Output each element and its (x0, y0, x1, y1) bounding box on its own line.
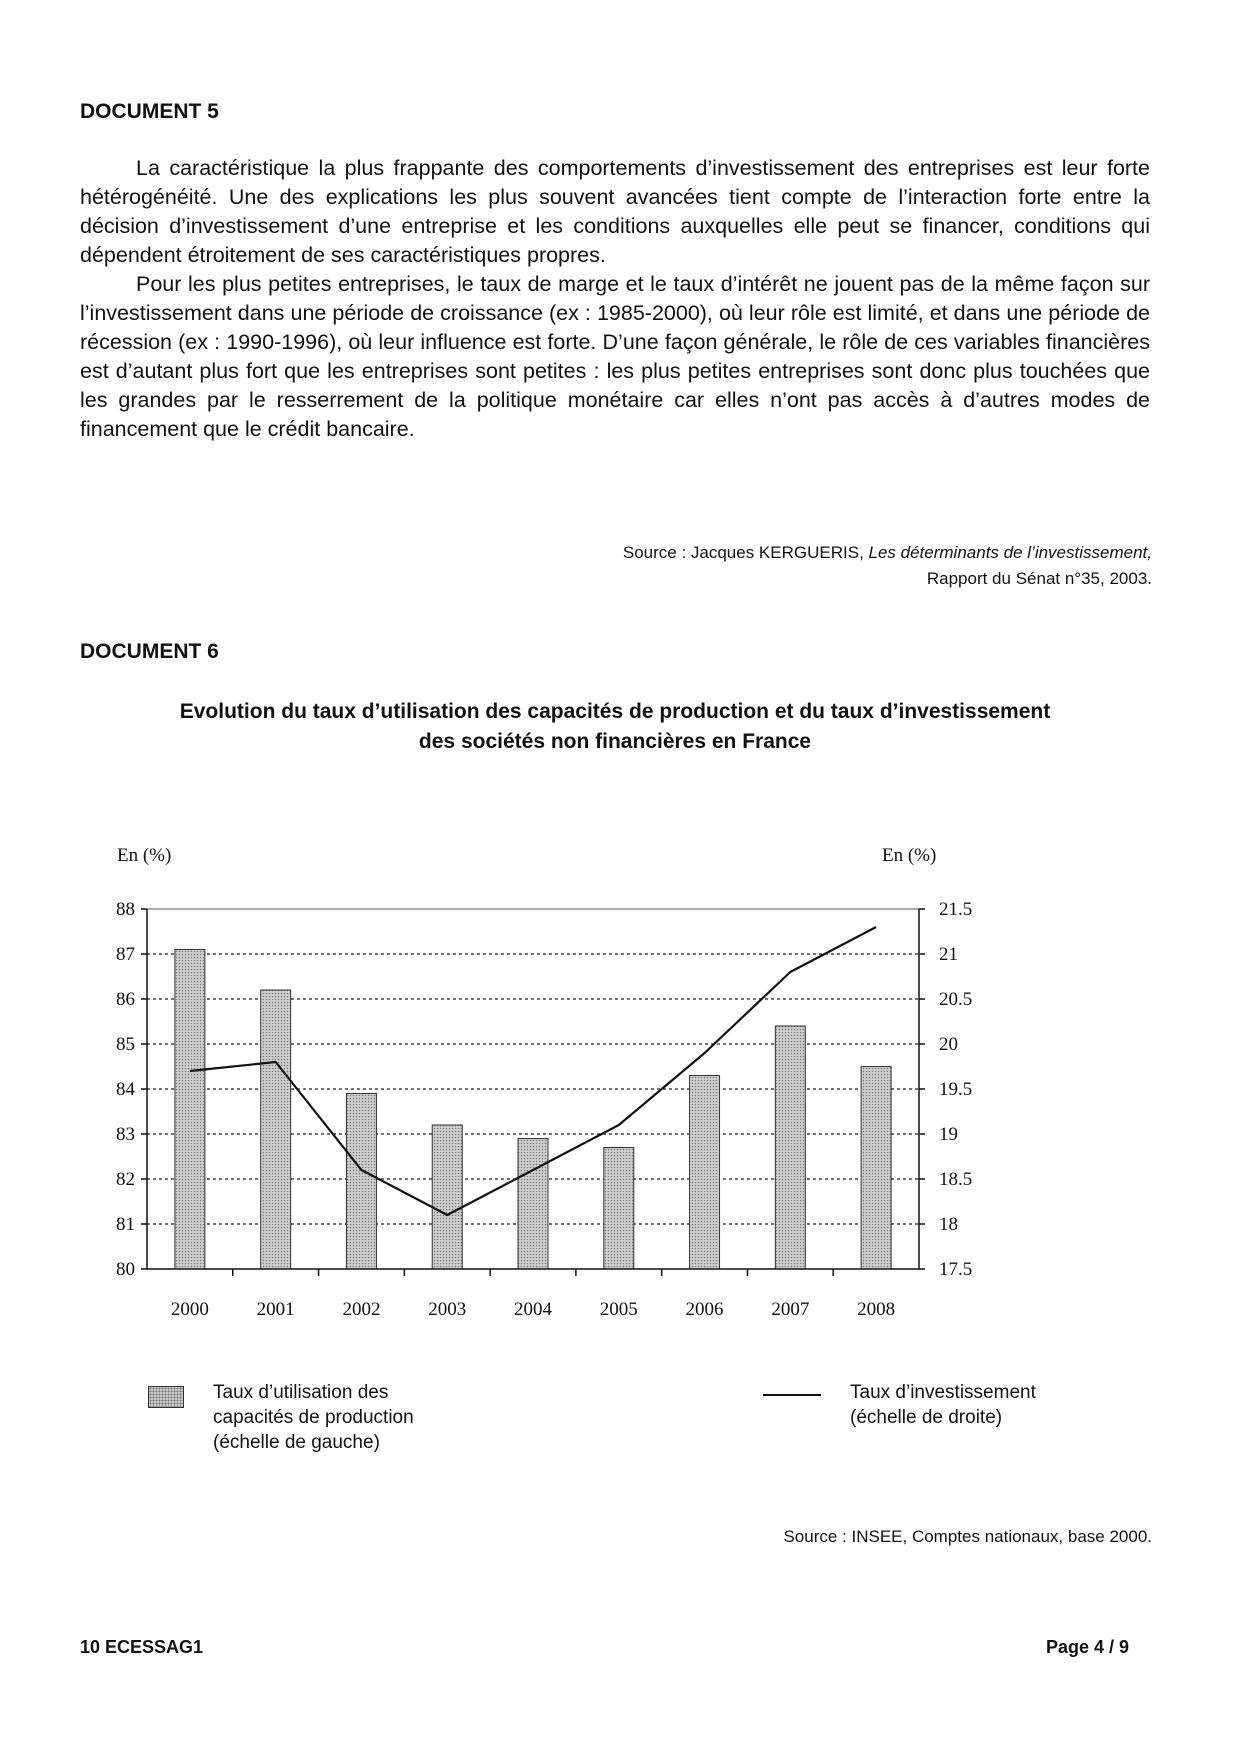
right-tick-label: 21.5 (939, 899, 973, 920)
chart-svg (100, 845, 1020, 1315)
legend-bar-text (213, 1380, 414, 1455)
right-axis-unit: En (%) (882, 845, 937, 866)
right-tick-label: 20.5 (939, 989, 973, 1010)
right-tick-label: 21 (939, 944, 958, 965)
bar (604, 1148, 634, 1270)
left-tick-label: 88 (116, 899, 135, 920)
paragraph-2: Pour les plus petites entreprises, le taux de marge et le taux d’intérêt ne jouent pas de la même façon sur l’investissement dans une période de croissance (ex : 1985-2000), où leur rôle est limité, et dans une période de récession (ex : 1990-1996), où leur influence est forte. D’une façon générale, le rôle de ces variables financières est d’autant plus fort que les entreprises sont petites : les plus petites entreprises sont donc plus touchées que les grandes par le resserrement de la politique monétaire car elles n’ont pas accès à d’autres modes de financement que le crédit bancaire. (80, 272, 1150, 441)
document-6-heading: DOCUMENT 6 (80, 640, 219, 663)
legend-bar-line-1: Taux d’utilisation des (213, 1382, 389, 1403)
legend-bar-line-2: capacités de production (213, 1407, 414, 1428)
source-line-2: Rapport du Sénat n°35, 2003. (926, 569, 1152, 588)
left-tick-label: 81 (116, 1214, 135, 1235)
right-tick-label: 20 (939, 1034, 958, 1055)
footer-code: 10 ECESSAG1 (80, 1637, 204, 1657)
document-5-text (80, 154, 1150, 444)
footer-page-number: Page 4 / 9 (1045, 1637, 1129, 1657)
right-tick-label: 18 (939, 1214, 958, 1235)
source-prefix: Source : Jacques KERGUERIS, (622, 543, 869, 562)
x-tick-label: 2002 (342, 1299, 381, 1315)
left-tick-label: 85 (116, 1034, 135, 1055)
x-tick-label: 2003 (428, 1299, 467, 1315)
left-tick-label: 86 (116, 989, 135, 1010)
x-tick-label: 2000 (170, 1299, 209, 1315)
legend-line-text (850, 1380, 1036, 1430)
chart-title (80, 697, 1150, 757)
document-5-heading: DOCUMENT 5 (80, 100, 219, 123)
bar (690, 1076, 720, 1270)
left-tick-label: 82 (116, 1169, 135, 1190)
left-axis-unit: En (%) (117, 845, 172, 866)
left-tick-label: 83 (116, 1124, 135, 1145)
source-title: Les déterminants de l’investissement, (868, 543, 1152, 562)
right-tick-label: 18.5 (939, 1169, 973, 1190)
bar (775, 1026, 805, 1269)
legend-bar-swatch (148, 1386, 184, 1408)
x-tick-label: 2001 (256, 1299, 295, 1315)
legend-bar-line-3: (échelle de gauche) (213, 1432, 380, 1453)
right-tick-label: 17.5 (939, 1259, 973, 1280)
bar (346, 1094, 376, 1270)
legend-line-line-2: (échelle de droite) (850, 1407, 1003, 1428)
chart-title-line-1: Evolution du taux d’utilisation des capacités de production et du taux d’investissement (179, 700, 1051, 723)
bar (518, 1139, 548, 1270)
bar (432, 1125, 462, 1269)
legend-line-line-1: Taux d’investissement (850, 1382, 1036, 1403)
left-tick-label: 87 (116, 944, 135, 965)
right-tick-label: 19 (939, 1124, 958, 1145)
document-6-source: Source : INSEE, Comptes nationaux, base 2000. (783, 1527, 1152, 1546)
left-tick-label: 84 (116, 1079, 135, 1100)
chart-title-line-2: des sociétés non financières en France (418, 730, 812, 753)
left-tick-label: 80 (116, 1259, 135, 1280)
bar (175, 950, 205, 1270)
right-tick-label: 19.5 (939, 1079, 973, 1100)
legend-line-swatch (763, 1394, 821, 1396)
x-tick-label: 2004 (514, 1299, 552, 1315)
bar (861, 1067, 891, 1270)
x-tick-label: 2006 (685, 1299, 724, 1315)
bar (261, 990, 291, 1269)
x-tick-label: 2005 (599, 1299, 638, 1315)
paragraph-1: La caractéristique la plus frappante des comportements d’investissement des entreprises est leur forte hétérogénéité. Une des explications les plus souvent avancées tient compte de l’interaction forte entre la décision d’investissement d’une entreprise et les conditions auxquelles elle peut se financer, conditions qui dépendent étroitement de ses caractéristiques propres. (80, 156, 1150, 267)
chart (100, 845, 1020, 1315)
x-tick-label: 2008 (857, 1299, 896, 1315)
x-tick-label: 2007 (771, 1299, 810, 1315)
document-5-source (623, 540, 1152, 592)
